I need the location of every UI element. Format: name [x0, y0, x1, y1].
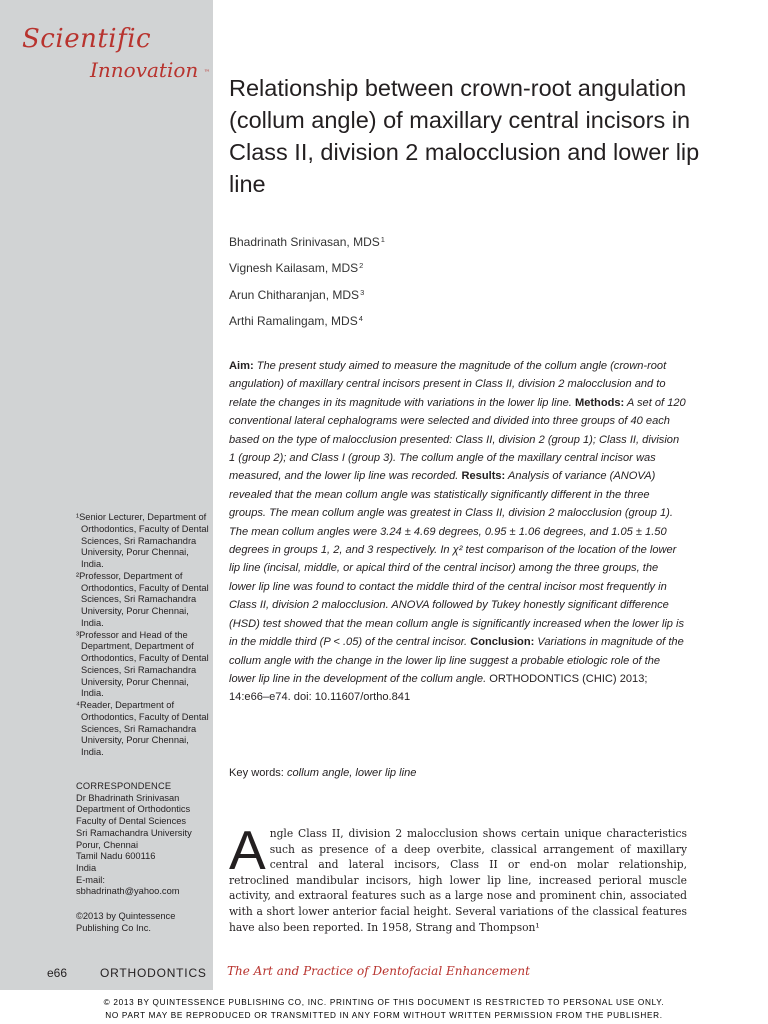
correspondence-line: Dr Bhadrinath Srinivasan	[76, 792, 180, 803]
author-item	[229, 307, 529, 333]
author-name: Bhadrinath Srinivasan, MDS	[229, 235, 380, 249]
author-name: Arun Chitharanjan, MDS	[229, 287, 360, 302]
correspondence-line: Porur, Chennai	[76, 839, 139, 850]
abstract-aim-text: The present study aimed to measure the magnitude of the collum angle (crown-root angulation) of maxillary central incisors present in Class II, division 2 malocclusion and to relate the changes in its magnitude with variations in the lower lip line.	[229, 360, 667, 409]
affiliation-item: ⁴Reader, Department of Orthodontics, Faculty of Dental Sciences, Sri Ramachandra University, Porur Chennai, India.	[76, 700, 209, 757]
author-affil-mark: 4	[358, 314, 363, 324]
body-text	[229, 819, 687, 935]
abstract-conclusion-text: Variations in magnitude of the collum angle with the change in the lower lip line suggest a probable etiologic role of the lower lip line in the development of the collum angle.	[229, 636, 684, 685]
correspondence-line: Department of Orthodontics	[76, 804, 191, 815]
abstract	[229, 357, 687, 707]
abstract-citation: ORTHODONTICS (CHIC) 2013; 14:e66–e74. doi: 10.11607/ortho.841	[229, 672, 648, 704]
journal-logo	[22, 24, 212, 84]
abstract-results-label: Results:	[461, 470, 506, 483]
affiliation-item: ³Professor and Head of the Department, Department of Orthodontics, Faculty of Dental Sciences, Sri Ramachandra University, Porur Chennai, India.	[76, 629, 209, 699]
author-name: Arthi Ramalingam, MDS	[229, 314, 358, 329]
author-item	[229, 228, 529, 254]
author-name: Vignesh Kailasam, MDS	[229, 261, 359, 276]
journal-tagline: The Art and Practice of Dentofacial Enhancement	[227, 964, 530, 978]
rights-line: NO PART MAY BE REPRODUCED OR TRANSMITTED IN ANY FORM WITHOUT WRITTEN PERMISSION FROM THE PUBLISHER.	[105, 1011, 663, 1020]
author-item	[229, 254, 529, 280]
correspondence-line: Faculty of Dental Sciences	[76, 816, 187, 827]
abstract-conclusion-label: Conclusion:	[470, 636, 535, 649]
affiliations	[76, 512, 211, 759]
author-affil-mark: 2	[359, 261, 364, 271]
affiliation-item: ²Professor, Department of Orthodontics, Faculty of Dental Sciences, Sri Ramachandra University, Porur Chennai, India.	[76, 570, 209, 628]
correspondence-line: Sri Ramachandra University	[76, 827, 192, 838]
logo-word-innovation: Innovation	[90, 58, 199, 82]
body-paragraph: ngle Class II, division 2 malocclusion shows certain unique characteristics such as presence of a deep overbite, classical arrangement of maxillary central and lateral incisors, Class II or end-on molar relationship, retroclined mandibular incisors, high lower lip line, increased perioral muscle activity, and extraoral features such as a large nose and prominent chin, associated with a short lower anterior facial height. Several variations of the classical features have also been reported. In 1958, Strang and Thompson¹	[229, 827, 687, 934]
correspondence	[76, 781, 213, 898]
drop-cap: A	[229, 819, 266, 881]
keywords	[229, 764, 689, 782]
author-list	[229, 228, 529, 334]
logo-word-scientific: Scientific	[22, 24, 152, 54]
logo-trademark: ™	[204, 69, 210, 76]
abstract-results-text: Analysis of variance (ANOVA) revealed that the mean collum angle was statistically significantly different in the three groups. The mean collum angle was greatest in Class II, division 2 malocclusion (group 1). The mean collum angles were 3.24 ± 4.69 degrees, 0.95 ± 1.06 degrees, and 1.05 ± 1.50 degrees in groups 1, 2, and 3 respectively. In χ² test comparison of the location of the lower lip line (incisal, middle, or apical third of the central incisor) among the three groups, the lower lip line was found to contact the middle third of the central incisor most frequently in Class II, division 2 malocclusion. ANOVA followed by Tukey honestly significant difference (HSD) test showed that the mean collum angle is significantly increased when the lower lip is in the middle third (P < .05) of the central incisor.	[229, 470, 685, 649]
journal-name: ORTHODONTICS	[100, 966, 207, 980]
abstract-aim-label: Aim:	[229, 360, 254, 372]
article-title: Relationship between crown-root angulation (collum angle) of maxillary central incisors in Class II, division 2 malocclusion and lower lip line	[229, 75, 700, 197]
keywords-label: Key words:	[229, 767, 284, 779]
correspondence-heading: CORRESPONDENCE	[76, 781, 172, 791]
publisher-copyright: ©2013 by Quintessence Publishing Co Inc.	[76, 911, 176, 933]
correspondence-line: India	[76, 862, 97, 873]
page-number: e66	[47, 966, 68, 980]
correspondence-email[interactable]: sbhadrinath@yahoo.com	[76, 886, 180, 897]
correspondence-line: Tamil Nadu 600116	[76, 851, 156, 862]
author-affil-mark: 1	[380, 235, 385, 244]
rights-line: © 2013 BY QUINTESSENCE PUBLISHING CO, INC. PRINTING OF THIS DOCUMENT IS RESTRICTED TO PERSONAL USE ONLY.	[103, 998, 665, 1007]
abstract-methods-label: Methods:	[574, 396, 625, 409]
rights-notice	[0, 996, 768, 1022]
correspondence-line: E-mail:	[76, 874, 105, 885]
author-item	[229, 281, 529, 307]
keywords-value: collum angle, lower lip line	[283, 767, 417, 779]
abstract-methods-text: A set of 120 conventional lateral cephalograms were selected and divided into three groups of 40 each based on the type of malocclusion presented: Class II, division 2 (group 1); Class II, division 1 (group 2); and Class I (group 3). The collum angle of the maxillary central incisor was measured, and the lower lip line was recorded.	[229, 396, 686, 483]
affiliation-item: ¹Senior Lecturer, Department of Orthodontics, Faculty of Dental Sciences, Sri Ramachandra University, Porur Chennai, India.	[76, 512, 209, 569]
author-affil-mark: 3	[360, 287, 365, 297]
